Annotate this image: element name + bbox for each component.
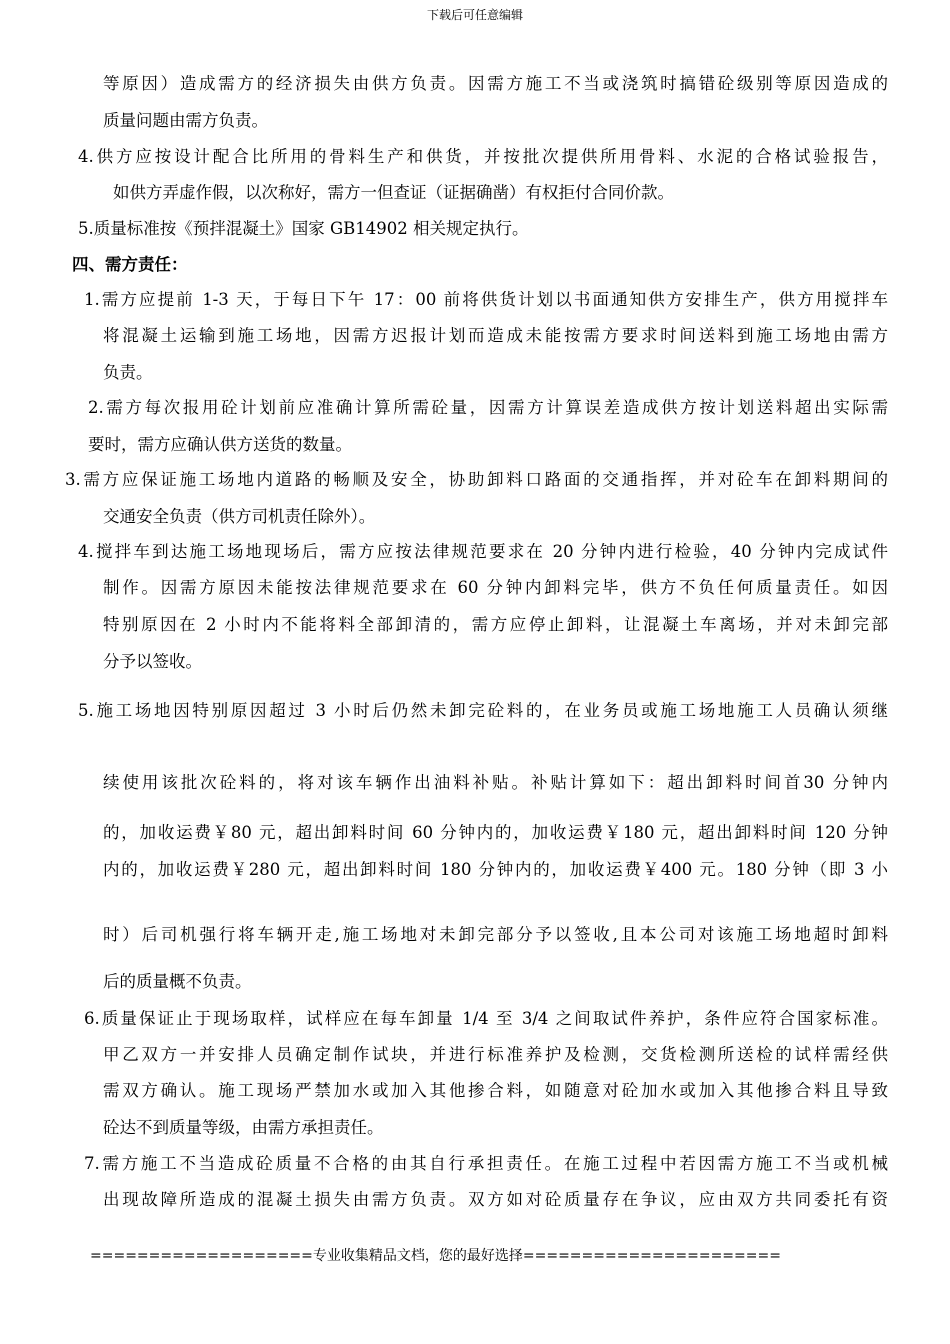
page-footer: ===================专业收集精品文档，您的最好选择======================	[90, 1248, 781, 1264]
text-line: 制作。因需方原因未能按法律规范要求在 60 分钟内卸料完毕，供方不负任何质量责任。如因	[103, 578, 888, 597]
text-line: 等原因）造成需方的经济损失由供方负责。因需方施工不当或浇筑时搞错砼级别等原因造成的	[103, 74, 888, 93]
text-line: 7.需方施工不当造成砼质量不合格的由其自行承担责任。在施工过程中若因需方施工不当或机械	[84, 1154, 888, 1173]
text-line: 需双方确认。施工现场严禁加水或加入其他掺合料，如随意对砼加水或加入其他掺合料且导致	[103, 1081, 888, 1100]
text-line: 3.需方应保证施工场地内道路的畅顺及安全，协助卸料口路面的交通指挥，并对砼车在卸料期间的	[65, 470, 888, 489]
text-line: 分予以签收。	[103, 652, 202, 671]
page-header: 下载后可任意编辑	[426, 8, 523, 22]
text-run: 超过 3 小时后仍然未卸完砼料的，在业务员或施工场地施工人员确认须继	[269, 701, 888, 720]
text-run: 机强行将车辆开走,	[180, 925, 340, 944]
text-line: 砼达不到质量等级，由需方承担责任。	[103, 1118, 384, 1137]
text-run: 30 分钟内	[803, 773, 889, 792]
text-line: 将混凝土运输到施工场地，因需方迟报计划而造成未能按需方要求时间送料到施工场地由需方	[103, 326, 888, 345]
text-line: 交通安全负责（供方司机责任除外）。	[103, 507, 376, 526]
text-line: 特别原因在 2 小时内不能将料全部卸清的，需方应停止卸料，让混凝土车离场，并对未卸完部	[103, 615, 888, 634]
text-run: 续使用该批次砼料的，将对该车辆作出油料补贴。补贴计算如下：超出卸料时间	[103, 773, 784, 792]
text-line	[103, 925, 888, 945]
text-line: 要时，需方应确认供方送货的数量。	[88, 435, 352, 454]
text-line: 内的，加收运费￥280 元，超出卸料时间 180 分钟内的，加收运费￥400 元。180 分钟（即 3 小	[103, 860, 888, 879]
item-number: 5.	[78, 701, 94, 720]
text-line	[78, 701, 888, 721]
text-line: 5.质量标准按《预拌混凝土》国家 GB14902 相关规定执行。	[78, 219, 529, 238]
text-line: 4.搅拌车到达施工场地现场后，需方应按法律规范要求在 20 分钟内进行检验，40 分钟内完成试件	[78, 542, 888, 561]
text-line: 甲乙双方一并安排人员确定制作试块，并进行标准养护及检测，交货检测所送检的试样需经供	[103, 1045, 888, 1064]
text-run: 对未卸完部分予以签收,且本公司对该施工场地超时卸料	[419, 925, 889, 944]
emphasis-text: 首	[783, 773, 804, 792]
section-heading: 四、需方责任：	[72, 255, 188, 274]
text-line: 1.需方应提前 1-3 天，于每日下午 17：00 前将供货计划以书面通知供方安排生产，供方用搅拌车	[84, 290, 888, 309]
text-line: 6.质量保证止于现场取样，试样应在每车卸量 1/4 至 3/4 之间取试件养护，条件应符合国家标准。	[84, 1009, 888, 1028]
text-run: 时）后	[103, 925, 161, 944]
text-line: 2.需方每次报用砼计划前应准确计算所需砼量，因需方计算误差造成供方按计划送料超出实际需	[88, 398, 888, 417]
text-line: 后的质量概不负责。	[103, 972, 252, 991]
text-line: 质量问题由需方负责。	[103, 111, 268, 130]
text-line: 负责。	[103, 363, 153, 382]
text-line: 如供方弄虚作假，以次称好，需方一但查证（证据确凿）有权拒付合同价款。	[113, 183, 674, 202]
text-line: 的，加收运费￥80 元，超出卸料时间 60 分钟内的，加收运费￥180 元，超出卸料时间 120 分钟	[103, 823, 888, 842]
emphasis-text: 施工场地因特别原因	[93, 701, 270, 720]
text-line: 4.供方应按设计配合比所用的骨料生产和供货，并按批次提供所用骨料、水泥的合格试验报告，	[78, 147, 888, 166]
text-line	[103, 773, 888, 793]
text-line: 出现故障所造成的混凝土损失由需方负责。双方如对砼质量存在争议，应由双方共同委托有资	[103, 1190, 888, 1209]
emphasis-text: 施工场地	[339, 925, 420, 944]
emphasis-text: 司	[160, 925, 181, 944]
